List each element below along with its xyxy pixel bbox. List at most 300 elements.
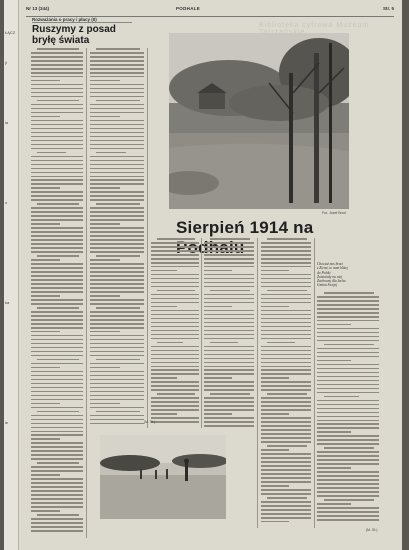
text-line <box>31 120 83 122</box>
text-line <box>261 270 289 272</box>
poem-excerpt <box>317 262 379 288</box>
text-line <box>317 467 351 469</box>
text-line <box>151 262 199 264</box>
text-line <box>31 490 83 492</box>
text-line <box>261 389 311 391</box>
text-line <box>261 354 311 356</box>
text-line <box>317 507 379 509</box>
text-line <box>261 274 311 276</box>
text-line <box>261 334 311 336</box>
text-column <box>90 48 144 428</box>
text-line <box>90 84 144 86</box>
text-line <box>204 282 254 284</box>
text-line <box>261 373 311 375</box>
text-line <box>96 100 139 102</box>
text-line <box>31 60 83 62</box>
text-line <box>204 314 254 316</box>
text-line <box>204 338 254 340</box>
newspaper-title: PODHALE <box>176 6 201 11</box>
text-line <box>317 404 379 406</box>
text-line <box>31 56 83 58</box>
text-line <box>261 385 311 387</box>
text-line <box>31 80 60 82</box>
text-line <box>317 439 379 441</box>
text-line <box>31 494 83 496</box>
text-line <box>31 251 83 253</box>
text-line <box>90 96 144 98</box>
text-line <box>31 383 83 385</box>
text-line <box>31 502 83 504</box>
text-line <box>31 267 83 269</box>
text-line <box>261 286 311 288</box>
text-line <box>261 266 311 268</box>
text-line <box>317 483 379 485</box>
text-line <box>267 342 295 344</box>
text-line <box>151 298 199 300</box>
text-line <box>31 442 83 444</box>
text-line <box>31 343 83 345</box>
text-line <box>31 478 83 480</box>
text-line <box>37 100 79 102</box>
text-line <box>31 64 83 66</box>
text-line <box>31 438 60 440</box>
text-line <box>31 88 83 90</box>
text-line <box>261 501 311 503</box>
text-line <box>317 356 379 358</box>
text-line <box>204 242 254 244</box>
text-line <box>317 423 379 425</box>
text-line <box>261 326 311 328</box>
text-column <box>151 238 199 428</box>
text-line <box>90 387 144 389</box>
text-line <box>204 302 254 304</box>
text-line <box>210 342 238 344</box>
text-line <box>31 227 83 229</box>
text-line <box>261 457 311 459</box>
text-line <box>317 427 379 429</box>
text-line <box>317 471 379 473</box>
text-line <box>96 203 139 205</box>
text-line <box>204 421 254 423</box>
text-line <box>90 191 144 193</box>
text-line <box>31 84 83 86</box>
text-line <box>204 318 254 320</box>
text-line <box>31 207 83 209</box>
text-line <box>204 294 254 296</box>
text-line <box>31 148 83 150</box>
text-line <box>90 239 144 241</box>
rail-fragment: o <box>5 200 8 205</box>
text-line <box>261 282 311 284</box>
text-line <box>31 279 83 281</box>
text-line <box>31 52 83 54</box>
text-line <box>317 455 379 457</box>
text-line <box>151 278 199 280</box>
text-line <box>267 238 307 240</box>
text-line <box>261 409 311 411</box>
text-line <box>31 486 83 488</box>
text-line <box>31 375 83 377</box>
text-line <box>204 270 232 272</box>
text-line <box>261 362 311 364</box>
text-line <box>317 364 379 366</box>
text-line <box>90 319 144 321</box>
text-line <box>90 391 144 393</box>
text-line <box>151 338 199 340</box>
text-line <box>324 292 374 294</box>
text-line <box>151 286 199 288</box>
text-line <box>31 526 83 528</box>
text-line <box>204 362 254 364</box>
text-line <box>151 310 199 312</box>
text-line <box>31 303 83 305</box>
text-line <box>90 136 144 138</box>
text-line <box>261 330 311 332</box>
text-line <box>31 124 83 126</box>
text-line <box>90 183 144 185</box>
text-line <box>90 144 144 146</box>
text-line <box>317 412 379 414</box>
text-line <box>317 372 379 374</box>
text-line <box>317 519 379 521</box>
text-line <box>324 499 374 501</box>
text-line <box>261 258 311 260</box>
text-line <box>31 498 83 500</box>
text-line <box>90 199 144 201</box>
text-line <box>90 323 144 325</box>
text-line <box>90 223 120 225</box>
text-line <box>31 530 83 532</box>
text-line <box>204 346 254 348</box>
text-line <box>90 315 144 317</box>
text-line <box>151 326 199 328</box>
text-line <box>204 266 254 268</box>
text-line <box>261 310 311 312</box>
text-line <box>31 199 83 201</box>
text-line <box>317 463 379 465</box>
text-line <box>317 384 379 386</box>
text-line <box>204 381 254 383</box>
text-line <box>90 80 120 82</box>
text-line <box>31 96 83 98</box>
text-line <box>317 420 379 422</box>
text-line <box>210 393 250 395</box>
text-line <box>31 482 83 484</box>
text-line <box>261 397 311 399</box>
text-line <box>151 306 177 308</box>
text-line <box>204 274 254 276</box>
text-line <box>90 271 144 273</box>
text-line <box>317 487 379 489</box>
article-headline: Ruszymy z posad bryłę świata <box>32 24 116 46</box>
text-line <box>261 513 311 515</box>
text-line <box>90 140 144 142</box>
text-line <box>31 187 60 189</box>
text-line <box>261 298 311 300</box>
text-line <box>90 419 144 421</box>
text-line <box>31 391 83 393</box>
text-line <box>204 354 254 356</box>
text-line <box>151 362 199 364</box>
text-line <box>90 343 144 345</box>
text-line <box>151 242 199 244</box>
text-line <box>90 243 144 245</box>
text-line <box>261 346 311 348</box>
text-line <box>317 503 351 505</box>
poem-line: Zachowaj dla lacha <box>317 279 346 284</box>
text-line <box>31 331 60 333</box>
text-line <box>90 395 144 397</box>
text-line <box>90 279 144 281</box>
text-line <box>151 373 199 375</box>
text-line <box>90 207 144 209</box>
rail-fragment: ia <box>5 120 9 125</box>
text-line <box>37 411 79 413</box>
text-line <box>31 108 83 110</box>
text-line <box>317 360 351 362</box>
text-line <box>31 395 83 397</box>
text-line <box>261 433 311 435</box>
text-line <box>90 299 144 301</box>
text-line <box>261 338 311 340</box>
issue-number: Nr 13 (344) <box>26 6 50 11</box>
text-line <box>317 348 379 350</box>
adjacent-page-edge <box>4 0 19 550</box>
text-line <box>204 366 254 368</box>
text-line <box>151 334 199 336</box>
text-line <box>261 477 311 479</box>
text-line <box>31 231 83 233</box>
text-line <box>261 421 311 423</box>
text-line <box>90 263 144 265</box>
text-line <box>204 246 254 248</box>
text-line <box>261 413 289 415</box>
text-line <box>317 380 379 382</box>
text-line <box>151 417 199 419</box>
text-line <box>31 92 83 94</box>
text-line <box>317 459 379 461</box>
text-line <box>31 243 83 245</box>
text-line <box>31 211 83 213</box>
text-line <box>90 251 144 253</box>
text-line <box>317 368 379 370</box>
text-line <box>31 347 83 349</box>
text-line <box>261 250 311 252</box>
text-line <box>261 465 311 467</box>
text-line <box>90 219 144 221</box>
text-line <box>204 322 254 324</box>
text-line <box>324 344 374 346</box>
text-line <box>151 254 199 256</box>
text-line <box>90 339 144 341</box>
text-line <box>261 314 311 316</box>
text-line <box>317 304 379 306</box>
poem-line: Gmina Swojej <box>317 283 338 288</box>
text-line <box>31 339 83 341</box>
text-line <box>204 417 254 419</box>
text-line <box>261 449 289 451</box>
text-line <box>261 481 311 483</box>
text-line <box>31 387 83 389</box>
rail-fragment: ka <box>5 300 10 305</box>
text-line <box>204 377 232 379</box>
text-line <box>151 282 199 284</box>
newspaper-page <box>4 0 402 550</box>
text-line <box>31 458 83 460</box>
text-line <box>267 497 307 499</box>
text-line <box>31 470 83 472</box>
text-line <box>96 48 139 50</box>
text-column <box>204 238 254 433</box>
text-line <box>317 451 379 453</box>
text-line <box>261 437 311 439</box>
text-line <box>31 434 83 436</box>
text-line <box>31 510 60 512</box>
text-line <box>90 371 144 373</box>
text-column <box>317 292 379 524</box>
text-line <box>151 266 199 268</box>
text-column <box>261 238 311 528</box>
text-line <box>90 187 120 189</box>
text-line <box>96 359 139 361</box>
text-line <box>31 112 83 114</box>
text-line <box>324 447 374 449</box>
text-line <box>90 88 144 90</box>
text-line <box>31 522 83 524</box>
text-line <box>90 351 144 353</box>
text-line <box>317 495 379 497</box>
text-line <box>151 421 199 423</box>
text-line <box>261 429 311 431</box>
text-line <box>151 258 199 260</box>
text-line <box>204 350 254 352</box>
text-line <box>261 473 311 475</box>
text-line <box>151 358 199 360</box>
text-line <box>261 366 311 368</box>
text-line <box>31 446 83 448</box>
text-line <box>31 183 83 185</box>
text-line <box>90 291 144 293</box>
text-line <box>317 316 379 318</box>
text-line <box>317 300 379 302</box>
text-line <box>151 250 199 252</box>
text-line <box>261 509 311 511</box>
text-line <box>31 223 60 225</box>
text-line <box>37 514 79 516</box>
text-line <box>31 474 60 476</box>
text-line <box>90 92 144 94</box>
watermark: Biblioteka cyfrowa Muzeum <box>259 22 370 29</box>
text-line <box>261 381 311 383</box>
text-line <box>31 371 83 373</box>
poem-line: Chociaż nas braci <box>317 262 344 266</box>
text-line <box>31 323 83 325</box>
text-line <box>31 215 83 217</box>
text-line <box>204 330 254 332</box>
text-line <box>31 104 83 106</box>
text-line <box>261 485 289 487</box>
text-line <box>37 152 66 154</box>
text-line <box>90 331 120 333</box>
text-line <box>261 405 311 407</box>
text-line <box>31 423 83 425</box>
text-line <box>261 469 311 471</box>
text-line <box>90 172 144 174</box>
text-line <box>261 242 311 244</box>
text-line <box>157 238 195 240</box>
text-line <box>267 445 307 447</box>
text-line <box>261 278 311 280</box>
text-line <box>261 505 311 507</box>
text-line <box>151 366 199 368</box>
text-line <box>204 334 254 336</box>
text-line <box>204 258 254 260</box>
text-line <box>267 290 307 292</box>
text-line <box>204 425 254 427</box>
text-line <box>90 227 144 229</box>
text-line <box>90 112 144 114</box>
text-line <box>31 379 83 381</box>
text-line <box>157 393 195 395</box>
text-line <box>90 64 144 66</box>
text-line <box>90 120 144 122</box>
text-line <box>324 396 358 398</box>
text-line <box>31 367 60 369</box>
text-line <box>261 350 311 352</box>
text-line <box>90 168 144 170</box>
text-line <box>90 156 144 158</box>
text-line <box>31 450 83 452</box>
text-line <box>90 176 144 178</box>
text-line <box>151 302 199 304</box>
text-line <box>90 247 144 249</box>
text-line <box>210 238 250 240</box>
text-line <box>157 290 195 292</box>
text-line <box>90 215 144 217</box>
text-line <box>204 298 254 300</box>
text-line <box>90 407 144 409</box>
text-line <box>31 179 83 181</box>
text-line <box>90 108 144 110</box>
text-line <box>151 413 177 415</box>
text-line <box>261 322 311 324</box>
text-line <box>151 270 177 272</box>
text-line <box>31 363 83 365</box>
text-line <box>31 287 83 289</box>
text-line <box>31 160 83 162</box>
text-line <box>204 385 254 387</box>
text-line <box>31 72 83 74</box>
text-line <box>317 435 379 437</box>
text-line <box>317 491 379 493</box>
text-line <box>261 461 311 463</box>
text-line <box>90 375 144 377</box>
text-line <box>31 275 83 277</box>
text-line <box>31 311 83 313</box>
text-line <box>90 104 144 106</box>
text-line <box>151 330 199 332</box>
text-line <box>210 290 250 292</box>
text-line <box>31 263 83 265</box>
text-line <box>31 247 83 249</box>
text-line <box>90 128 144 130</box>
text-line <box>317 515 379 517</box>
text-line <box>31 431 83 433</box>
text-line <box>31 419 83 421</box>
text-line <box>90 235 144 237</box>
text-line <box>151 405 199 407</box>
text-line <box>31 176 83 178</box>
